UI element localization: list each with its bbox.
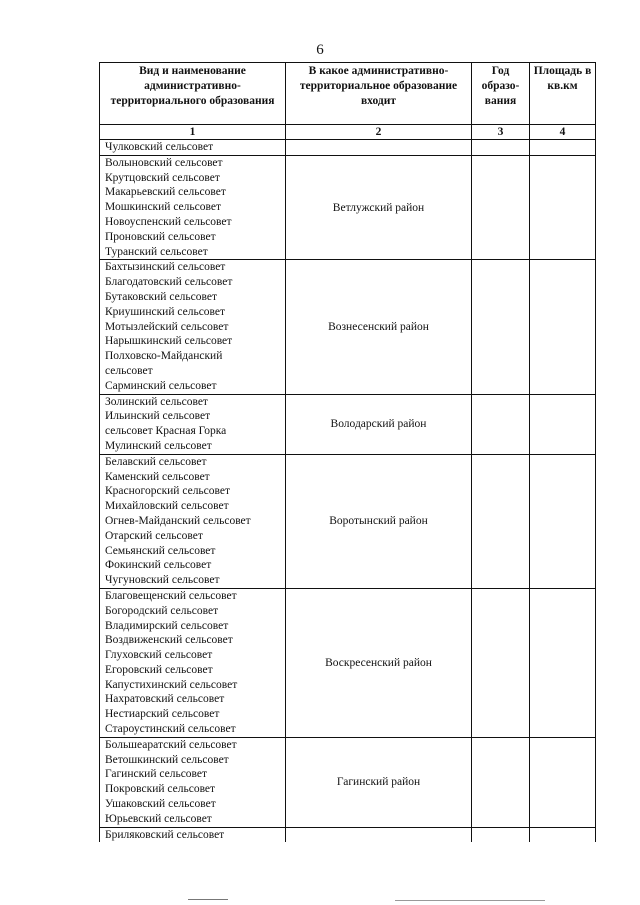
district-cell: Вознесенский район: [286, 260, 472, 394]
year-cell: [472, 827, 530, 842]
unit-name: Ветошкинский сельсовет: [105, 753, 229, 766]
year-cell: [472, 588, 530, 737]
table-row: [100, 260, 596, 394]
unit-name: Гагинский сельсовет: [105, 768, 208, 781]
district-cell: Ветлужский район: [286, 155, 472, 260]
district-cell: Воротынский район: [286, 454, 472, 588]
unit-name: Полховско-Майданский: [105, 350, 223, 363]
header-row: [100, 63, 596, 125]
footer-mark: [188, 899, 228, 900]
unit-name: Золинский сельсовет: [105, 395, 208, 408]
header-area: Площадь в кв.км: [530, 63, 596, 125]
unit-names-cell: [100, 394, 286, 454]
unit-names-cell: [100, 260, 286, 394]
unit-name: Егоровский сельсовет: [105, 663, 213, 676]
area-cell: [530, 140, 596, 156]
footer-mark: [395, 900, 545, 901]
unit-name: сельсовет Красная Горка: [105, 425, 227, 438]
unit-name: Владимирский сельсовет: [105, 619, 229, 632]
unit-name: Криушинский сельсовет: [105, 305, 226, 318]
table-row: [100, 737, 596, 827]
unit-name: Бахтызинский сельсовет: [105, 261, 226, 274]
table-body: [100, 140, 596, 843]
area-cell: [530, 827, 596, 842]
unit-name: Мошкинский сельсовет: [105, 201, 221, 214]
unit-name: Капустихинский сельсовет: [105, 678, 238, 691]
unit-name: Мулинский сельсовет: [105, 439, 212, 452]
table-row: [100, 588, 596, 737]
unit-name: Нарышкинский сельсовет: [105, 335, 233, 348]
territorial-units-table: [99, 62, 596, 842]
unit-name: Воздвиженский сельсовет: [105, 634, 233, 647]
unit-name: Бриляковский сельсовет: [105, 828, 225, 841]
page-number: 6: [316, 42, 324, 58]
year-cell: [472, 737, 530, 827]
unit-name: Бутаковский сельсовет: [105, 290, 218, 303]
unit-name: Чулковский сельсовет: [105, 141, 214, 153]
unit-names-cell: [100, 140, 286, 156]
year-cell: [472, 394, 530, 454]
year-cell: [472, 260, 530, 394]
unit-names-cell: [100, 155, 286, 260]
header-parent-unit: В какое административно-территориальное образование входит: [286, 63, 472, 125]
unit-name: Проновский сельсовет: [105, 230, 216, 243]
unit-name: Староустинский сельсовет: [105, 723, 236, 736]
unit-name: Ильинский сельсовет: [105, 410, 211, 423]
column-number: 3: [472, 125, 530, 140]
unit-name: Фокинский сельсовет: [105, 559, 212, 572]
year-cell: [472, 454, 530, 588]
unit-names-cell: [100, 454, 286, 588]
column-number-row: [100, 125, 596, 140]
table-row: [100, 394, 596, 454]
unit-name: Семьянский сельсовет: [105, 544, 216, 557]
area-cell: [530, 454, 596, 588]
area-cell: [530, 260, 596, 394]
unit-name: Крутцовский сельсовет: [105, 171, 220, 184]
unit-name: Белавский сельсовет: [105, 455, 207, 468]
district-cell: Гагинский район: [286, 737, 472, 827]
unit-name: Благовещенский сельсовет: [105, 589, 237, 602]
unit-name: Благодатовский сельсовет: [105, 276, 233, 289]
table-row: [100, 827, 596, 842]
area-cell: [530, 155, 596, 260]
unit-name: Волыновский сельсовет: [105, 156, 223, 169]
unit-name: Глуховский сельсовет: [105, 649, 213, 662]
district-cell: [286, 827, 472, 842]
district-cell: Володарский район: [286, 394, 472, 454]
year-cell: [472, 140, 530, 156]
table-row: [100, 454, 596, 588]
unit-name: Большеаратский сельсовет: [105, 738, 237, 751]
column-number: 4: [530, 125, 596, 140]
unit-name: Михайловский сельсовет: [105, 500, 229, 513]
table-row: [100, 155, 596, 260]
area-cell: [530, 737, 596, 827]
column-number: 2: [286, 125, 472, 140]
unit-name: Богородский сельсовет: [105, 604, 219, 617]
year-cell: [472, 155, 530, 260]
unit-name: Отарский сельсовет: [105, 529, 203, 542]
header-year: Год образо-вания: [472, 63, 530, 125]
area-cell: [530, 394, 596, 454]
unit-names-cell: [100, 827, 286, 842]
area-cell: [530, 588, 596, 737]
unit-name: Чугуновский сельсовет: [105, 574, 220, 587]
table-row: [100, 140, 596, 156]
unit-names-cell: [100, 737, 286, 827]
unit-name: Юрьевский сельсовет: [105, 812, 212, 825]
district-cell: Воскресенский район: [286, 588, 472, 737]
unit-name: Новоуспенский сельсовет: [105, 215, 232, 228]
unit-name: Огнев-Майданский сельсовет: [105, 514, 251, 527]
unit-name: Нахратовский сельсовет: [105, 693, 225, 706]
unit-name: Каменский сельсовет: [105, 470, 210, 483]
unit-name: Красногорский сельсовет: [105, 485, 231, 498]
header-name: Вид и наименование административно-территориального образования: [100, 63, 286, 125]
unit-name: Ушаковский сельсовет: [105, 798, 216, 811]
unit-name: Мотызлейский сельсовет: [105, 320, 229, 333]
unit-name: Покровский сельсовет: [105, 783, 216, 796]
unit-name: Сарминский сельсовет: [105, 379, 217, 392]
unit-name: Макарьевский сельсовет: [105, 186, 226, 199]
district-cell: [286, 140, 472, 156]
unit-names-cell: [100, 588, 286, 737]
unit-name: Туранский сельсовет: [105, 245, 208, 258]
column-number: 1: [100, 125, 286, 140]
unit-name: сельсовет: [105, 364, 153, 377]
unit-name: Нестиарский сельсовет: [105, 708, 220, 721]
